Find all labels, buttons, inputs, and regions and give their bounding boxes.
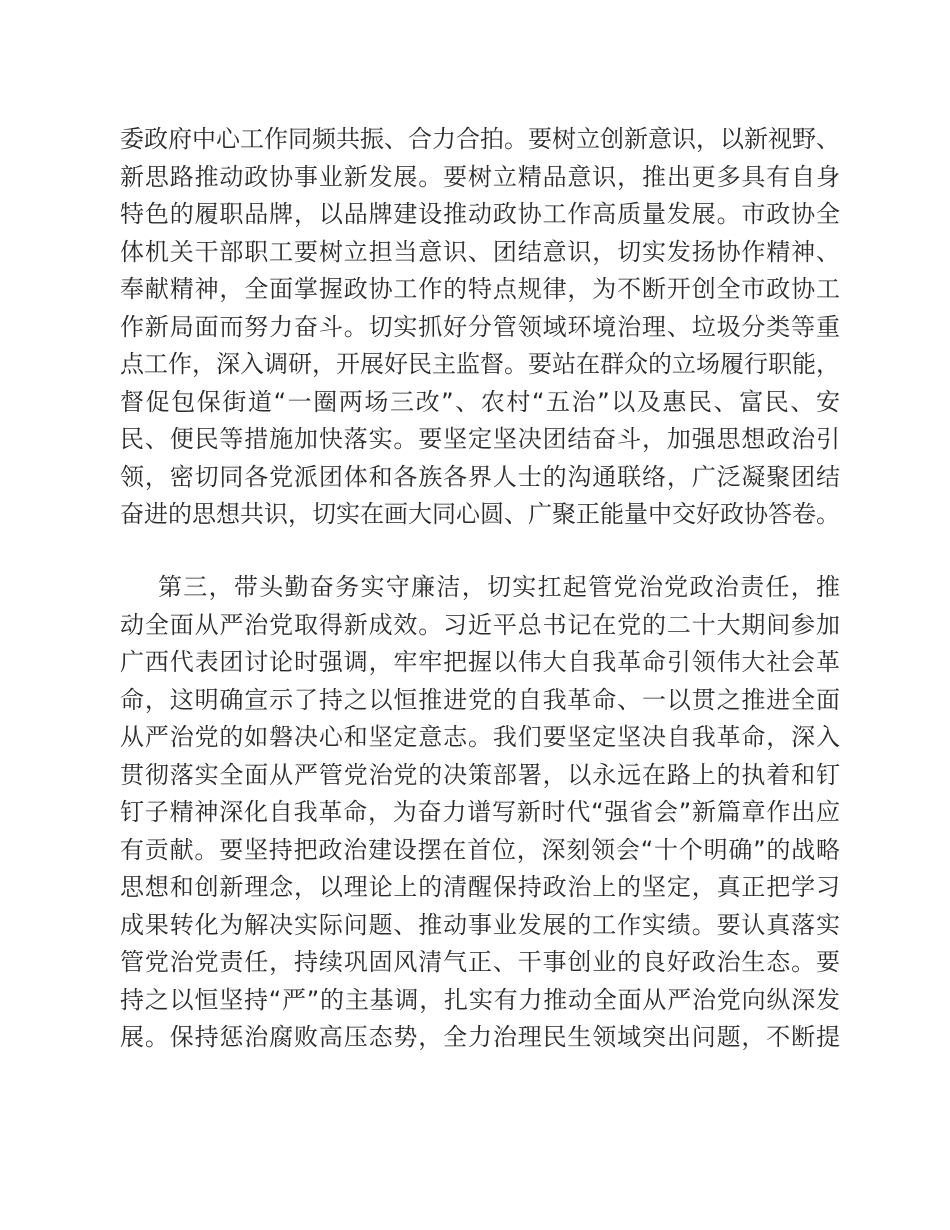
text-line: 体机关干部职工要树立担当意识、团结意识，切实发扬协作精神、 — [120, 237, 840, 266]
paragraph-continued — [120, 121, 840, 534]
text-line: 督促包保街道“一圈两场三改”、农村“五治”以及惠民、富民、安 — [120, 387, 840, 416]
text-line: 新思路推动政协事业新发展。要树立精品意识，推出更多具有自身 — [120, 162, 840, 191]
text-line: 持之以恒坚持“严”的主基调，扎实有力推动全面从严治党向纵深发 — [120, 985, 840, 1014]
paragraph-third-point — [120, 569, 840, 1057]
text-line: 点工作，深入调研，开展好民主监督。要站在群众的立场履行职能， — [120, 350, 840, 378]
text-line: 第三，带头勤奋务实守廉洁，切实扛起管党治党政治责任，推 — [158, 573, 840, 601]
text-line: 委政府中心工作同频共振、合力合拍。要树立创新意识，以新视野、 — [120, 125, 840, 153]
text-line: 广西代表团讨论时强调，牢牢把握以伟大自我革命引领伟大社会革 — [120, 648, 840, 676]
text-line: 展。保持惩治腐败高压态势，全力治理民生领域突出问题，不断提 — [120, 1023, 840, 1051]
text-line: 管党治党责任，持续巩固风清气正、干事创业的良好政治生态。要 — [120, 948, 840, 976]
text-line: 动全面从严治党取得新成效。习近平总书记在党的二十大期间参加 — [120, 610, 840, 639]
text-line: 贯彻落实全面从严管党治党的决策部署，以永远在路上的执着和钉 — [120, 760, 840, 789]
text-line: 奉献精神，全面掌握政协工作的特点规律，为不断开创全市政协工 — [120, 275, 840, 303]
text-line: 有贡献。要坚持把政治建设摆在首位，深刻领会“十个明确”的战略 — [120, 835, 840, 864]
text-line: 思想和创新理念，以理论上的清醒保持政治上的坚定，真正把学习 — [120, 873, 840, 901]
text-line: 领，密切同各党派团体和各族各界人士的沟通联络，广泛凝聚团结 — [120, 462, 840, 491]
text-line: 钉子精神深化自我革命，为奋力谱写新时代“强省会”新篇章作出应 — [120, 798, 840, 826]
text-line: 命，这明确宣示了持之以恒推进党的自我革命、一以贯之推进全面 — [120, 685, 840, 714]
text-line: 民、便民等措施加快落实。要坚定坚决团结奋斗，加强思想政治引 — [120, 425, 840, 453]
text-line: 特色的履职品牌，以品牌建设推动政协工作高质量发展。市政协全 — [120, 200, 840, 228]
text-line: 从严治党的如磐决心和坚定意志。我们要坚定坚决自我革命，深入 — [120, 723, 840, 751]
text-line: 成果转化为解决实际问题、推动事业发展的工作实绩。要认真落实 — [120, 910, 840, 939]
text-line: 奋进的思想共识，切实在画大同心圆、广聚正能量中交好政协答卷。 — [120, 500, 840, 528]
text-line: 作新局面而努力奋斗。切实抓好分管领域环境治理、垃圾分类等重 — [120, 312, 840, 341]
